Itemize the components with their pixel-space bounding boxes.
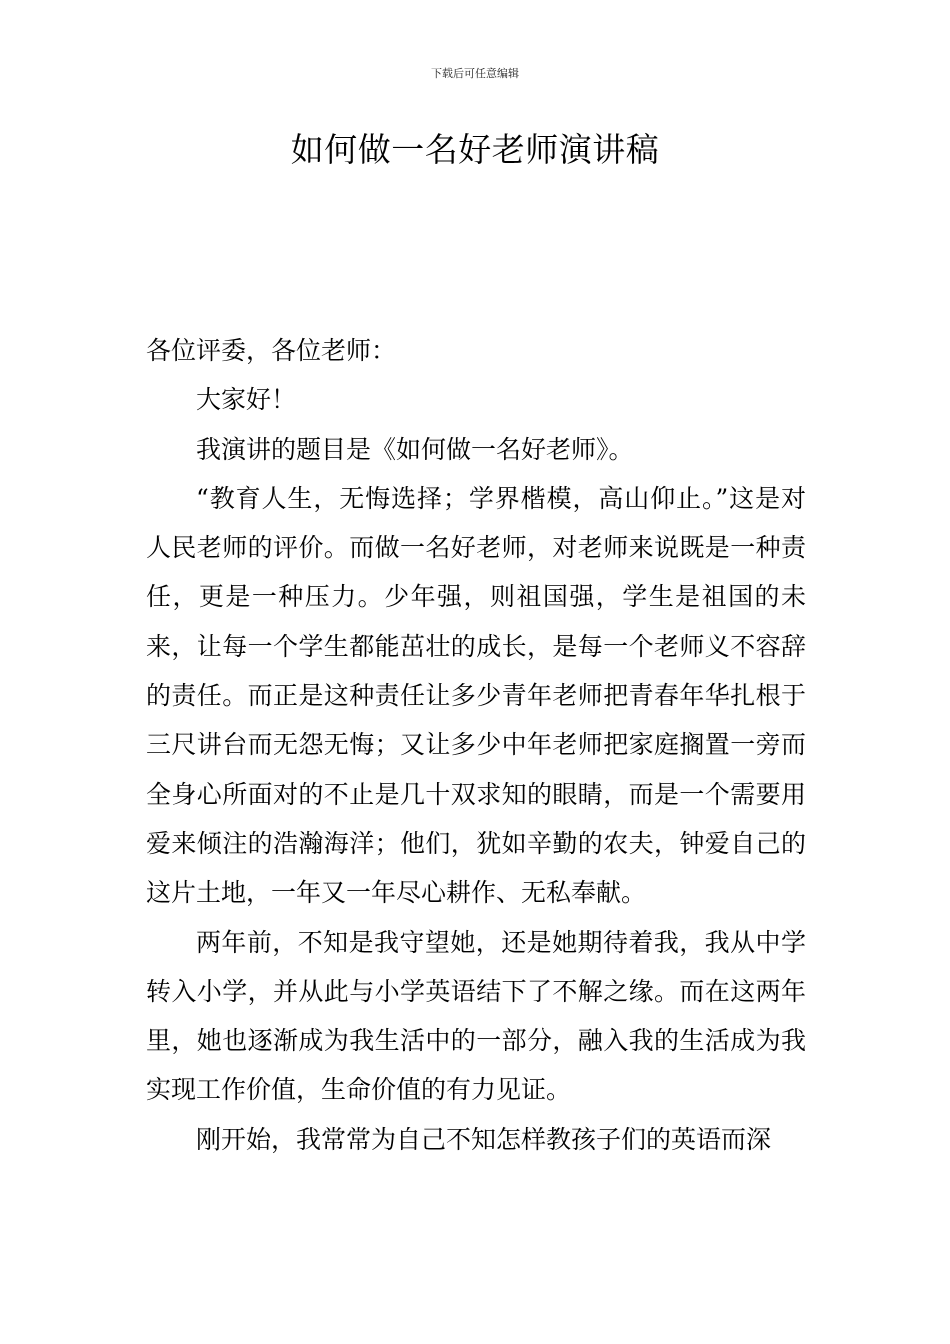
- body-paragraph: 刚开始，我常常为自己不知怎样教孩子们的英语而深: [196, 1124, 772, 1154]
- salutation-paragraph: 各位评委，各位老师：: [146, 336, 397, 365]
- document-body: [146, 326, 806, 1164]
- body-paragraph: “教育人生，无悔选择；学界楷模，高山仰止。”这是对人民老师的评价。而做一名好老师，对老师来说既是一种责任，更是一种压力。少年强，则祖国强，学生是祖国的未来，让每一个学生都能茁壮的成长，是每一个老师义不容辞的责任。而正是这种责任让多少青年老师把青春年华扎根于三尺讲台而无怨无悔；又让多少中年老师把家庭搁置一旁而全身心所面对的不止是几十双求知的眼睛，而是一个需要用爱来倾注的浩瀚海洋；他们，犹如辛勤的农夫，钟爱自己的这片土地，一年又一年尽心耕作、无私奉献。: [146, 483, 806, 908]
- header-note: 下载后可任意编辑: [431, 67, 519, 80]
- document-title: 如何做一名好老师演讲稿: [290, 130, 660, 169]
- greeting-paragraph: 大家好！: [196, 385, 297, 415]
- body-paragraph: 两年前，不知是我守望她，还是她期待着我，我从中学转入小学，并从此与小学英语结下了不解之缘。而在这两年里，她也逐渐成为我生活中的一部分，融入我的生活成为我实现工作价值，生命价值的有力见证。: [146, 927, 806, 1105]
- topic-paragraph: 我演讲的题目是《如何做一名好老师》。: [196, 434, 634, 464]
